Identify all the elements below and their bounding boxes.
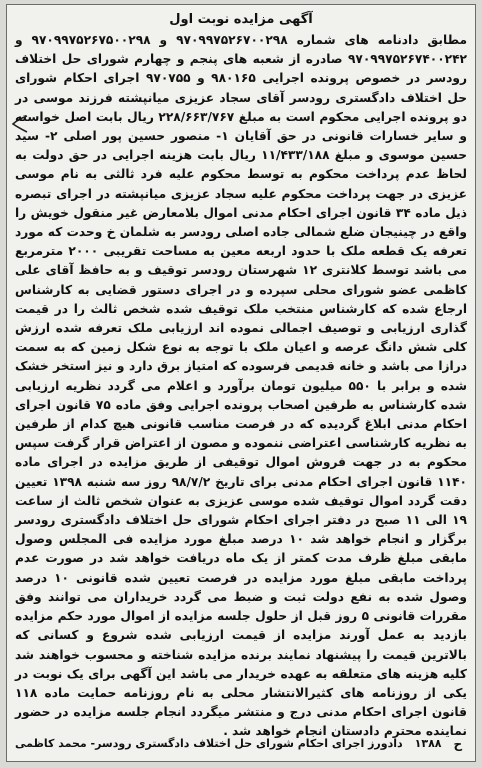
notice-body: مطابق دادنامه های شماره ۹۷۰۹۹۷۵۲۶۷۰۰۲۹۸ و ۹۷۰۹۹۷۵۲۶۷۵۰۰۲۹۸ و ۹۷۰۹۹۷۵۲۶۷۴۰۰۲۴۲ صادره از شعبه های پنجم و چهارم شورای حل اختلاف رودسر در خصوص پرونده اجرایی ۹۸۰۱۶۵ و ۹۷۰۷۵۵ اجرای احکام شورای حل اختلاف دادگستری رودسر آقای سجاد عزیزی میانپشته فرزند موسی در دو پرونده اجرایی محکوم است به مبلغ ۲۲۸/۶۶۳/۷۶۷ ریال بابت اصل خواسته و سایر خسارات قانونی در حق آقایان ۱- منصور حسین پور اصلی ۲- سید حسین موسوی و مبلغ ۱۱/۴۳۳/۱۸۸ ریال بابت هزینه اجرایی در حق دولت به لحاظ عدم پرداخت محکوم به توسط محکوم علیه فرد ثالثی به نام موسی عزیزی در جهت پرداخت محکوم علیه سجاد عزیزی میانپشته در اجرای تبصره ذیل ماده ۳۴ قانون اجرای احکام مدنی اموال بلامعارض غیر منقول خویش را واقع در چینیجان ضلع شمالی جاده اصلی رودسر به شلمان خ وحدت که مورد تعرفه یک قطعه ملک با حدود اربعه معین به مساحت تقریبی ۲۰۰۰ مترمربع می باشد توسط کلانتری ۱۲ شهرستان رودسر توقیف و به حافظ آقای علی کاظمی عضو شورای محلی سپرده و در اجرای دستور قضایی به کارشناس ارجاع شده که کارشناس منتخب ملک توقیف شده شخص ثالث را در قیمت گذاری ارزیابی و توصیف اجمالی نموده اند ارزیابی ملک تعرفه شده ارزش کلی شش دانگ عرصه و اعیان ملک با توجه به نوع شکل زمین که به سمت درازا می باشد و خانه قدیمی فرسوده که امتیاز برق دارد و نیز استخر خشک شده و برابر با ۵۵۰ میلیون تومان برآورد و اعلام می گردد نظریه ارزیابی شده کارشناس به طرفین اصحاب پرونده اجرایی وفق ماده ۷۵ قانون اجرای احکام مدنی ابلاغ گردیده که در فرصت مناسب قانونی هیچ کدام از طرفین به نظریه کارشناسی اعتراضی ننموده و مصون از اعتراض قرار گرفت سپس محکوم به در جهت فروش اموال توقیفی از طریق مزایده در اجرای ماده ۱۱۴۰ قانون اجرای احکام مدنی برای تاریخ ۹۸/۷/۲ روز سه شنبه ۱۳۹۸ تعیین دقت گردد اموال توقیف شده موسی عزیزی به عنوان شخص ثالث از ساعت ۱۹ الی ۱۱ صبح در دفتر اجرای احکام شورای حل اختلاف دادگستری رودسر برگزار و انجام خواهد شد ۱۰ درصد مبلغ مورد مزایده فی المجلس وصول مابقی مبلغ ظرف مدت کمتر از یک ماه دریافت خواهد شد در صورت عدم پرداخت مابقی مبلغ مورد مزایده در فرصت تعیین شده قانونی ۱۰ درصد وصول شده به نفع دولت ثبت و ضبط می گردد خریداران می توانند وفق مقررات قانونی ۵ روز قبل از حلول جلسه مزایده از اموال مورد حکم مزایده بازدید به عمل آورند مزایده از قیمت ارزیابی شده شروع و کسانی که بالاترین قیمت را پیشنهاد نمایند برنده مزایده شناخته و محسوب خواهند شد کلیه هزینه های متعلقه به عهده خریدار می باشد این آگهی برای یک نوبت در یکی از روزنامه های کثیرالانتشار محلی به نام روزنامه حمایت ماده ۱۱۸ قانون اجرای احکام مدنی درج و منتشر میگردد انجام جلسه مزایده در حضور نماینده محترم دادستان انجام خواهد شد .	[15, 33, 468, 739]
footer-mark: ح	[453, 737, 463, 751]
notice-title: آگهی مزایده نوبت اول	[169, 12, 313, 27]
notice-content	[15, 11, 467, 755]
footer-signature: دادورز اجرای احکام شورای حل اختلاف دادگستری رودسر- محمد کاظمی	[15, 737, 403, 750]
footer-number: ۱۳۸۸	[414, 737, 442, 750]
newspaper-notice	[6, 4, 476, 762]
notice-footer	[15, 733, 467, 755]
